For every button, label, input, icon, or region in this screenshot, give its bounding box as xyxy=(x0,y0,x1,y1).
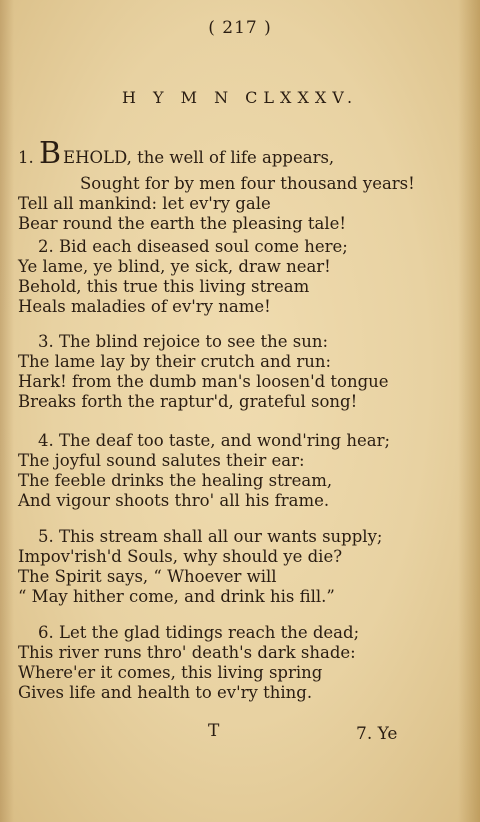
stanza-line: This river runs thro' death's dark shade: xyxy=(18,643,356,662)
stanza-line: The joyful sound salutes their ear: xyxy=(18,451,305,470)
verse-number: 1. xyxy=(18,148,34,167)
stanza-line: Where'er it comes, this living spring xyxy=(18,663,323,682)
stanza-line: Bear round the earth the pleasing tale! xyxy=(18,214,347,233)
stanza-line: 3. The blind rejoice to see the sun: xyxy=(38,332,329,351)
stanza-line: 6. Let the glad tidings reach the dead; xyxy=(38,623,360,642)
stanza-3 xyxy=(18,332,458,412)
stanza-line: 4. The deaf too taste, and wond'ring hear; xyxy=(38,431,391,450)
stanza-line xyxy=(18,134,458,174)
stanza-line: Behold, this true this living stream xyxy=(18,277,310,296)
stanza-line: The feeble drinks the healing stream, xyxy=(18,471,333,490)
stanza-line: 5. This stream shall all our wants supply; xyxy=(38,527,383,546)
catchword: 7. Ye xyxy=(356,724,398,744)
signature-mark: T xyxy=(208,721,220,741)
stanza-5 xyxy=(18,527,458,607)
stanza-line: Hark! from the dumb man's loosen'd tongue xyxy=(18,372,389,391)
stanza-line: And vigour shoots thro' all his frame. xyxy=(18,491,330,510)
stanza-1 xyxy=(18,134,458,234)
stanza-line: “ May hither come, and drink his fill.” xyxy=(18,587,335,606)
page-edge-shadow xyxy=(458,0,480,822)
stanza-line: Ye lame, ye blind, ye sick, draw near! xyxy=(18,257,331,276)
hymn-title: H Y M N CLXXXV. xyxy=(121,88,359,107)
stanza-line: Heals maladies of ev'ry name! xyxy=(18,297,271,316)
stanza-line: The lame lay by their crutch and run: xyxy=(18,352,332,371)
stanza-line: Impov'rish'd Souls, why should ye die? xyxy=(18,547,343,566)
page-number-header: ( 217 ) xyxy=(208,18,272,38)
stanza-2 xyxy=(18,237,458,317)
stanza-6 xyxy=(18,623,458,703)
stanza-line: Tell all mankind: let ev'ry gale xyxy=(18,194,271,213)
drop-cap-letter: B xyxy=(39,136,62,171)
stanza-line: Breaks forth the raptur'd, grateful song! xyxy=(18,392,358,411)
stanza-line-text: EHOLD, the well of life appears, xyxy=(63,148,335,167)
stanza-line: 2. Bid each diseased soul come here; xyxy=(38,237,348,256)
stanza-line: Sought for by men four thousand years! xyxy=(80,174,415,193)
page-gutter-shadow xyxy=(0,0,14,822)
stanza-line: The Spirit says, “ Whoever will xyxy=(18,567,277,586)
stanza-4 xyxy=(18,431,458,511)
stanza-line: Gives life and health to ev'ry thing. xyxy=(18,683,313,702)
